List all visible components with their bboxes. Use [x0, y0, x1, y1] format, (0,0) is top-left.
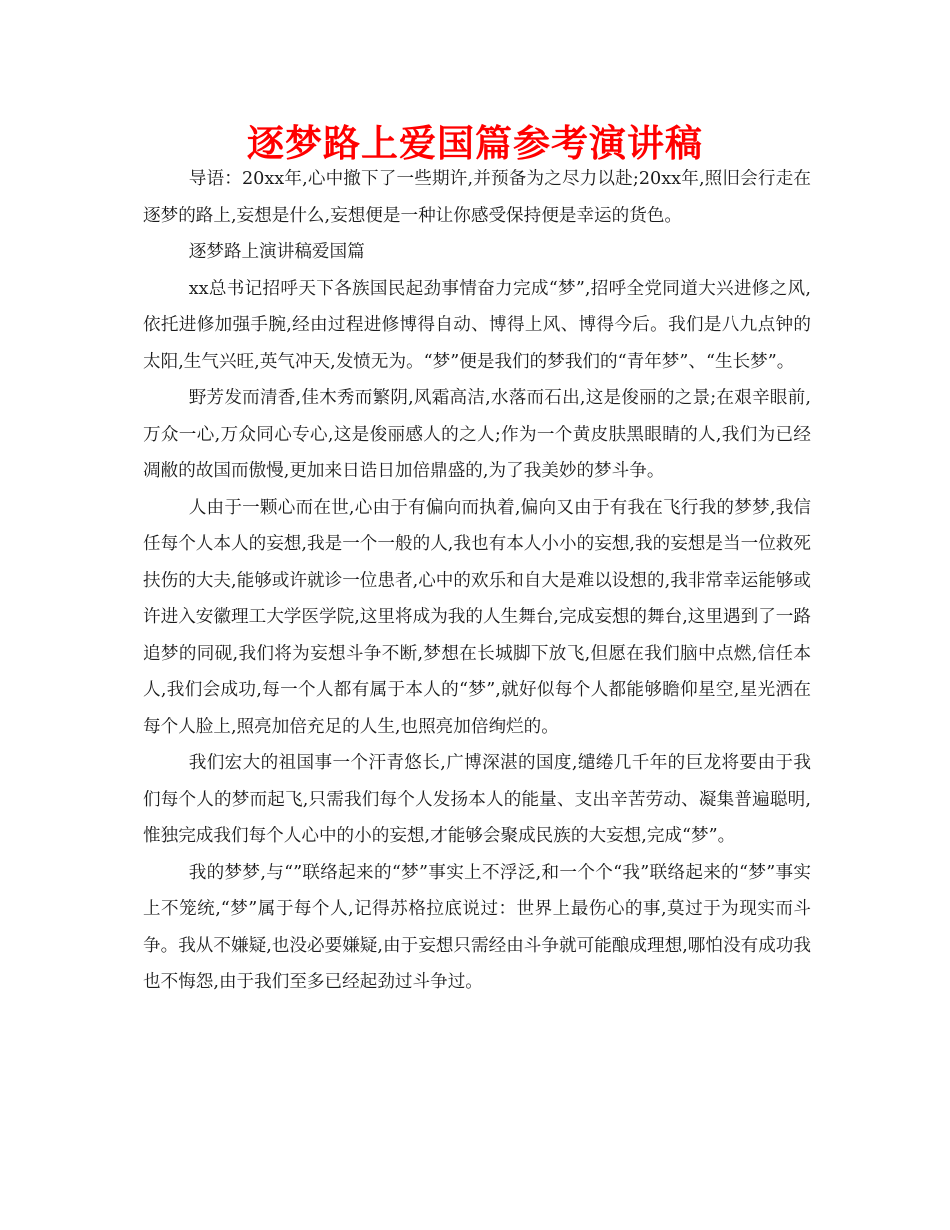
- section-heading: 逐梦路上演讲稿爱国篇: [188, 242, 365, 262]
- body-paragraph: 野芳发而清香,佳木秀而繁阴,风霜高洁,水落而石出,这是俊丽的之景;在艰辛眼前,万众一心,万众同心专心,这是俊丽感人的之人;作为一个黄皮肤黑眼睛的人,我们为已经凋敝的故国而傲慢,更加来日诰日加倍鼎盛的,为了我美妙的梦斗争。: [143, 388, 811, 481]
- body-paragraph: 我们宏大的祖国事一个汗青悠长,广博深湛的国度,缱绻几千年的巨龙将要由于我们每个人的梦而起飞,只需我们每个人发扬本人的能量、支出辛苦劳动、凝集普遍聪明,惟独完成我们每个人心中的小的妄想,才能够会聚成民族的大妄想,完成“梦”。: [143, 753, 811, 846]
- intro-paragraph: 导语：20xx年,心中撤下了一些期许,并预备为之尽力以赴;20xx年,照旧会行走在逐梦的路上,妄想是什么,妄想便是一种让你感受保持便是幸运的货色。: [143, 169, 811, 226]
- body-paragraph: 我的梦梦,与“”联络起来的“梦”事实上不浮泛,和一个个“我”联络起来的“梦”事实上不笼统,“梦”属于每个人,记得苏格拉底说过：世界上最伤心的事,莫过于为现实而斗争。我从不嫌疑,也没必要嫌疑,由于妄想只需经由斗争就可能酿成理想,哪怕没有成功我也不悔怨,由于我们至多已经起劲过斗争过。: [143, 862, 811, 992]
- document-body: [143, 161, 811, 1001]
- body-paragraph: 人由于一颗心而在世,心由于有偏向而执着,偏向又由于有我在飞行我的梦梦,我信任每个人本人的妄想,我是一个一般的人,我也有本人小小的妄想,我的妄想是当一位救死扶伤的大夫,能够或许就诊一位患者,心中的欢乐和自大是难以设想的,我非常幸运能够或许进入安徽理工大学医学院,这里将成为我的人生舞台,完成妄想的舞台,这里遇到了一路追梦的同砚,我们将为妄想斗争不断,梦想在长城脚下放飞,但愿在我们脑中点燃,信任本人,我们会成功,每一个人都有属于本人的“梦”,就好似每个人都能够瞻仰星空,星光洒在每个人脸上,照亮加倍充足的人生,也照亮加倍绚烂的。: [143, 497, 811, 737]
- body-paragraph: xx总书记招呼天下各族国民起劲事情奋力完成“梦”,招呼全党同道大兴进修之风,依托进修加强手腕,经由过程进修博得自动、博得上风、博得今后。我们是八九点钟的太阳,生气兴旺,英气冲天,发愤无为。“梦”便是我们的梦我们的“青年梦”、“生长梦”。: [143, 278, 811, 372]
- document-title: 逐梦路上爱国篇参考演讲稿: [247, 121, 703, 165]
